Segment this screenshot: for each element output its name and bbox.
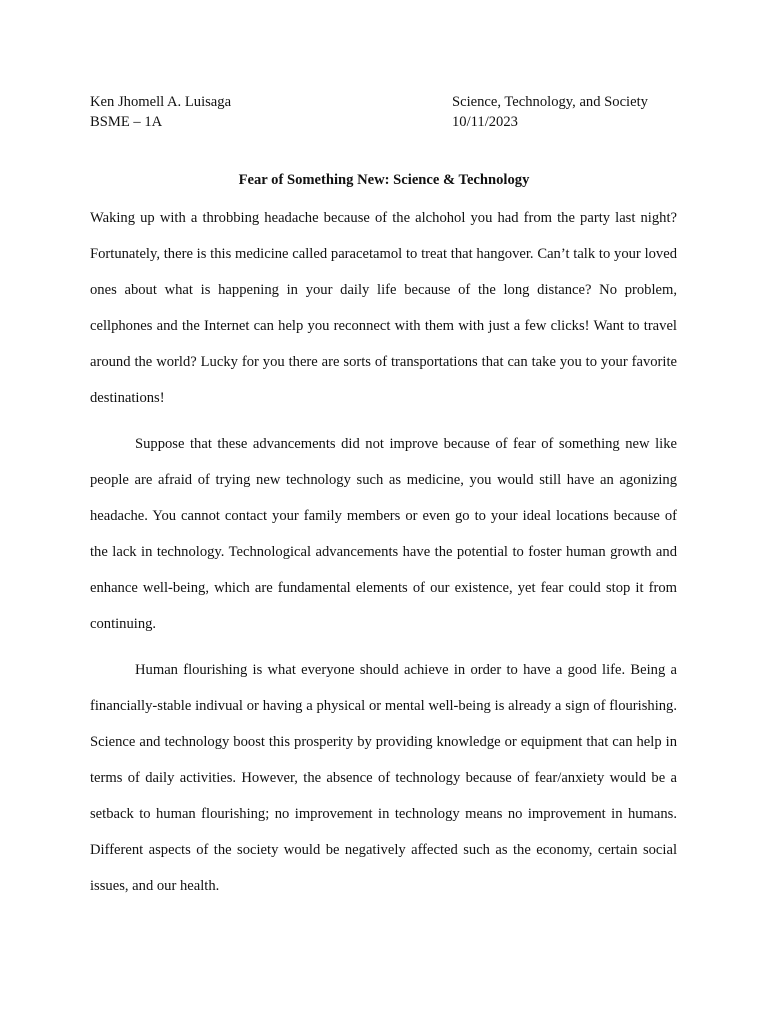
paragraph-1: Waking up with a throbbing headache because of the alchohol you had from the party last night? Fortunately, there is this medicine called paracetamol to treat that hangover. Can’t talk to your loved ones about what is happening in your daily life because of the long distance? No problem, cellphones and the Internet can help you reconnect with them with just a few clicks! Want to travel around the world? Lucky for you there are sorts of transportations that can take you to your favorite destinations! bbox=[90, 210, 677, 406]
course-name: Science, Technology, and Society bbox=[452, 94, 648, 110]
author-name: Ken Jhomell A. Luisaga bbox=[90, 94, 232, 110]
header-left-block bbox=[90, 93, 231, 132]
document-title: Fear of Something New: Science & Technology bbox=[238, 172, 530, 188]
header-right-block bbox=[452, 93, 648, 132]
document-date: 10/11/2023 bbox=[452, 113, 518, 130]
student-section: BSME – 1A bbox=[90, 113, 163, 130]
paragraph-3: Human flourishing is what everyone should achieve in order to have a good life. Being a financially-stable indivual or having a physical or mental well-being is already a sign of flourishing. Science and technology boost this prosperity by providing knowledge or equipment that can help in terms of daily activities. However, the absence of technology because of fear/anxiety would be a setback to human flourishing; no improvement in technology means no improvement in humans. Different aspects of the society would be negatively affected such as the economy, certain social issues, and our health. bbox=[90, 662, 677, 894]
paragraph-2: Suppose that these advancements did not improve because of fear of something new like people are afraid of trying new technology such as medicine, you would still have an agonizing headache. You cannot contact your family members or even go to your ideal locations because of the lack in technology. Technological advancements have the potential to foster human growth and enhance well-being, which are fundamental elements of our existence, yet fear could stop it from continuing. bbox=[90, 436, 677, 632]
document-body bbox=[90, 200, 677, 914]
